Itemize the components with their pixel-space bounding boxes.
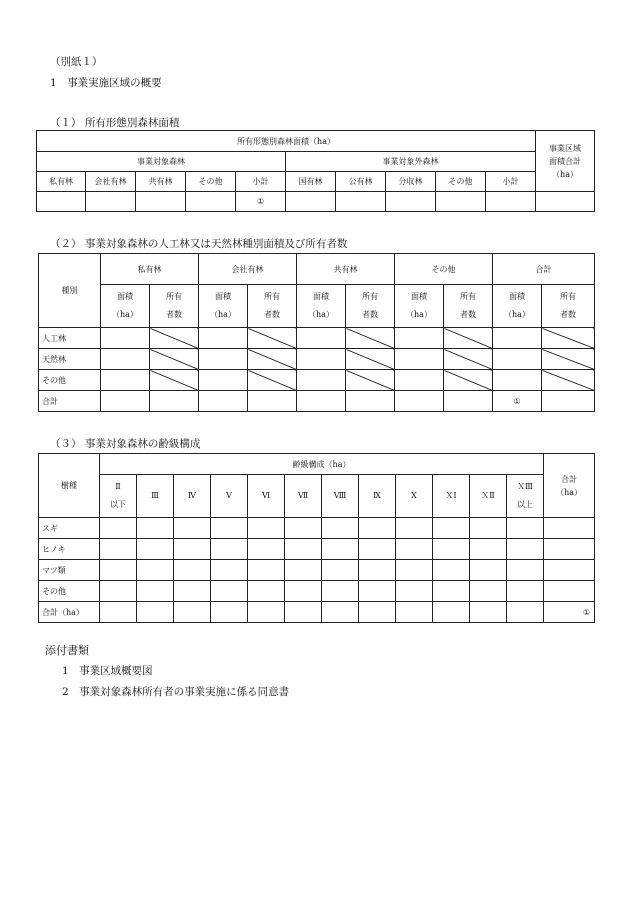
owner-count-na-cell [542, 349, 595, 370]
header-line: Ⅹ [411, 491, 417, 500]
project-area-total-header [536, 131, 595, 192]
forest-type-table [38, 253, 595, 412]
age-class-col-header [396, 475, 433, 518]
area-cell[interactable] [395, 328, 444, 349]
section1-heading: （１） 所有形態別森林面積 [50, 117, 180, 129]
age-class-cell[interactable] [433, 560, 470, 581]
header-line: 者数 [560, 310, 576, 319]
owner-count-na-cell [346, 370, 395, 391]
age-class-cell[interactable] [248, 581, 285, 602]
input-cell[interactable] [436, 192, 486, 212]
row-label: 人工林 [39, 328, 101, 349]
header-line: 所有 [362, 292, 378, 301]
age-class-col-header [137, 475, 174, 518]
age-class-cell[interactable] [433, 539, 470, 560]
header-line: （ha） [504, 310, 530, 319]
age-class-col-header [322, 475, 359, 518]
age-class-cell[interactable] [396, 602, 433, 623]
age-class-cell[interactable] [211, 560, 248, 581]
age-class-col-header [211, 475, 248, 518]
age-class-cell[interactable] [137, 560, 174, 581]
header-line: Ⅴ [226, 491, 232, 500]
area-cell[interactable] [493, 328, 542, 349]
age-class-cell[interactable] [470, 518, 507, 539]
area-subheader [493, 285, 542, 328]
area-cell[interactable] [297, 370, 346, 391]
age-class-cell[interactable] [433, 581, 470, 602]
attachment-item: 2 事業対象森林所有者の事業実施に係る同意書 [62, 686, 290, 698]
header-line: 面積 [117, 292, 133, 301]
col-header: 小計 [486, 172, 536, 192]
species-label: マツ類 [39, 560, 100, 581]
age-class-cell[interactable] [396, 518, 433, 539]
owner-count-na-cell [346, 349, 395, 370]
header-line: Ⅳ [188, 491, 196, 500]
owner-count-cell[interactable] [150, 391, 199, 412]
row-total-cell[interactable] [544, 518, 595, 539]
input-cell[interactable] [536, 192, 595, 212]
document-title: 1 事業実施区域の概要 [50, 77, 162, 89]
age-class-cell[interactable] [211, 602, 248, 623]
age-class-cell[interactable] [285, 518, 322, 539]
header-line: Ⅶ [297, 491, 309, 500]
area-cell[interactable] [101, 370, 150, 391]
owner-count-na-cell [248, 370, 297, 391]
area-cell[interactable] [297, 328, 346, 349]
age-class-cell[interactable] [137, 581, 174, 602]
owner-count-cell[interactable] [444, 391, 493, 412]
header-line: Ⅱ [115, 482, 121, 491]
species-label: スギ [39, 518, 100, 539]
header-line: （ha） [552, 169, 578, 179]
area-cell[interactable] [199, 328, 248, 349]
age-class-cell[interactable] [211, 581, 248, 602]
owner-count-na-cell [248, 328, 297, 349]
age-class-cell[interactable] [470, 581, 507, 602]
group-header: 私有林 [101, 254, 199, 285]
age-class-cell[interactable] [248, 518, 285, 539]
header-line: 面積 [313, 292, 329, 301]
col-header: 公有林 [336, 172, 386, 192]
owner-count-subheader [346, 285, 395, 328]
area-cell[interactable] [493, 370, 542, 391]
target-forest-group-header: 事業対象森林 [37, 152, 286, 172]
owner-count-na-cell [150, 349, 199, 370]
age-class-cell[interactable] [359, 602, 396, 623]
col-header: 会社有林 [86, 172, 136, 192]
area-cell[interactable] [493, 349, 542, 370]
header-line: 合計 [561, 474, 578, 484]
age-class-cell[interactable] [359, 518, 396, 539]
age-class-cell[interactable] [396, 581, 433, 602]
area-cell[interactable] [395, 370, 444, 391]
age-class-cell[interactable] [507, 602, 544, 623]
age-class-cell[interactable] [174, 539, 211, 560]
header-line: 所有 [166, 292, 182, 301]
owner-count-subheader [150, 285, 199, 328]
age-class-cell[interactable] [100, 539, 137, 560]
age-class-col-header [248, 475, 285, 518]
age-class-col-header [285, 475, 322, 518]
header-line: 以下 [110, 500, 126, 509]
area-cell[interactable] [101, 328, 150, 349]
header-line: （ha） [210, 310, 236, 319]
age-class-cell[interactable] [174, 518, 211, 539]
age-class-cell[interactable] [137, 539, 174, 560]
owner-count-na-cell [248, 349, 297, 370]
age-class-cell[interactable] [211, 539, 248, 560]
header-line: Ⅵ [261, 491, 271, 500]
age-class-cell[interactable] [174, 602, 211, 623]
age-class-cell[interactable] [211, 518, 248, 539]
age-class-col-header [507, 475, 544, 518]
age-class-col-header [359, 475, 396, 518]
age-class-cell[interactable] [359, 581, 396, 602]
age-class-cell[interactable] [507, 539, 544, 560]
header-line: Ⅷ [333, 491, 347, 500]
col-header: 共有林 [136, 172, 186, 192]
age-class-cell[interactable] [285, 602, 322, 623]
owner-count-na-cell [150, 328, 199, 349]
row-total-cell[interactable]: ① [544, 602, 595, 623]
species-label: その他 [39, 581, 100, 602]
col-header: 小計 [236, 172, 286, 192]
age-class-cell[interactable] [507, 581, 544, 602]
input-cell[interactable] [336, 192, 386, 212]
header-line: （ha） [308, 310, 334, 319]
area-cell[interactable] [199, 391, 248, 412]
group-header: 会社有林 [199, 254, 297, 285]
input-cell[interactable] [286, 192, 336, 212]
owner-count-na-cell [542, 370, 595, 391]
area-cell[interactable]: ① [493, 391, 542, 412]
age-class-cell[interactable] [322, 602, 359, 623]
row-label: 合計 [39, 391, 101, 412]
age-class-cell[interactable] [433, 602, 470, 623]
header-line: 所有 [264, 292, 280, 301]
header-line: Ⅸ [373, 491, 381, 500]
age-class-cell[interactable] [470, 560, 507, 581]
area-cell[interactable] [395, 391, 444, 412]
header-line: 以上 [517, 500, 534, 509]
species-header: 樹種 [39, 454, 100, 518]
col-header: その他 [186, 172, 236, 192]
age-class-cell[interactable] [137, 518, 174, 539]
owner-count-subheader [444, 285, 493, 328]
ownership-area-table [36, 130, 595, 212]
row-total-cell[interactable] [544, 560, 595, 581]
age-class-table [38, 453, 595, 623]
age-class-cell[interactable] [507, 518, 544, 539]
attachment-item: 1 事業区域概要図 [62, 665, 153, 677]
group-header: 共有林 [297, 254, 395, 285]
area-subheader [101, 285, 150, 328]
owner-count-na-cell [542, 328, 595, 349]
area-subheader [297, 285, 346, 328]
age-class-cell[interactable] [470, 602, 507, 623]
header-line: 者数 [264, 310, 280, 319]
input-cell[interactable] [386, 192, 436, 212]
row-total-cell[interactable] [544, 539, 595, 560]
owner-count-cell[interactable] [542, 391, 595, 412]
area-cell[interactable] [297, 349, 346, 370]
input-cell[interactable] [136, 192, 186, 212]
header-line: （ha） [112, 310, 138, 319]
age-class-col-header [433, 475, 470, 518]
kind-header: 種別 [39, 254, 101, 328]
age-total-header [544, 454, 595, 518]
input-cell[interactable] [86, 192, 136, 212]
area-subheader [199, 285, 248, 328]
age-class-col-header [100, 475, 137, 518]
area-subheader [395, 285, 444, 328]
input-cell[interactable] [37, 192, 86, 212]
age-class-cell[interactable] [248, 539, 285, 560]
header-line: 者数 [460, 310, 476, 319]
area-cell[interactable] [101, 349, 150, 370]
age-class-cell[interactable] [396, 539, 433, 560]
header-line: ＸⅡ [481, 491, 495, 500]
ownership-area-header: 所有形態別森林面積（ha） [37, 131, 536, 152]
col-header: 私有林 [37, 172, 86, 192]
species-label: 合計（ha） [39, 602, 100, 623]
age-class-cell[interactable] [174, 560, 211, 581]
header-line: 者数 [362, 310, 378, 319]
age-class-cell[interactable] [285, 581, 322, 602]
row-label: その他 [39, 370, 101, 391]
header-line: 面積 [411, 292, 427, 301]
age-class-cell[interactable] [100, 518, 137, 539]
col-header: 分収林 [386, 172, 436, 192]
header-line: Ⅲ [151, 491, 159, 500]
header-line: 面積 [215, 292, 231, 301]
section2-heading: （２） 事業対象森林の人工林又は天然林種別面積及び所有者数 [50, 238, 348, 250]
area-cell[interactable] [395, 349, 444, 370]
col-header: 国有林 [286, 172, 336, 192]
area-cell[interactable] [101, 391, 150, 412]
age-class-col-header [470, 475, 507, 518]
age-class-cell[interactable] [322, 581, 359, 602]
age-class-cell[interactable] [322, 560, 359, 581]
age-class-cell[interactable] [248, 560, 285, 581]
age-class-cell[interactable] [174, 581, 211, 602]
owner-count-subheader [248, 285, 297, 328]
owner-count-cell[interactable] [346, 391, 395, 412]
header-line: （ha） [556, 487, 582, 497]
owner-count-na-cell [444, 349, 493, 370]
group-header: その他 [395, 254, 493, 285]
header-line: 所有 [460, 292, 476, 301]
owner-count-na-cell [346, 328, 395, 349]
owner-count-na-cell [444, 370, 493, 391]
owner-count-na-cell [150, 370, 199, 391]
header-line: ＸⅢ [517, 482, 533, 491]
age-class-cell[interactable] [433, 518, 470, 539]
area-cell[interactable] [199, 349, 248, 370]
age-class-cell[interactable] [322, 539, 359, 560]
group-header: 合計 [493, 254, 595, 285]
age-class-cell[interactable] [137, 602, 174, 623]
age-class-cell[interactable] [248, 602, 285, 623]
owner-count-subheader [542, 285, 595, 328]
input-cell[interactable] [186, 192, 236, 212]
row-total-cell[interactable] [544, 581, 595, 602]
subtotal-cell[interactable]: ① [236, 192, 286, 212]
age-class-cell[interactable] [470, 539, 507, 560]
area-cell[interactable] [199, 370, 248, 391]
owner-count-na-cell [444, 328, 493, 349]
input-cell[interactable] [486, 192, 536, 212]
species-label: ヒノキ [39, 539, 100, 560]
age-class-cell[interactable] [322, 518, 359, 539]
header-line: 事業区域 [549, 143, 582, 153]
area-cell[interactable] [297, 391, 346, 412]
age-class-cell[interactable] [359, 560, 396, 581]
section3-heading: （３） 事業対象森林の齢級構成 [50, 438, 201, 450]
header-line: ＸⅠ [445, 491, 457, 500]
age-class-cell[interactable] [100, 560, 137, 581]
header-line: （ha） [406, 310, 432, 319]
age-class-cell[interactable] [285, 539, 322, 560]
header-line: 者数 [166, 310, 182, 319]
age-class-cell[interactable] [396, 560, 433, 581]
age-class-header: 齢級構成（ha） [100, 454, 544, 475]
annex-label: （別紙１） [50, 56, 103, 68]
age-class-cell[interactable] [285, 560, 322, 581]
age-class-cell[interactable] [359, 539, 396, 560]
row-label: 天然林 [39, 349, 101, 370]
age-class-cell[interactable] [507, 560, 544, 581]
age-class-cell[interactable] [100, 602, 137, 623]
age-class-col-header [174, 475, 211, 518]
age-class-cell[interactable] [100, 581, 137, 602]
header-line: 所有 [560, 292, 576, 301]
nontarget-forest-group-header: 事業対象外森林 [286, 152, 536, 172]
owner-count-cell[interactable] [248, 391, 297, 412]
header-line: 面積 [509, 292, 525, 301]
attachments-heading: 添付書類 [45, 644, 89, 657]
header-line: 面積合計 [549, 156, 582, 166]
col-header: その他 [436, 172, 486, 192]
